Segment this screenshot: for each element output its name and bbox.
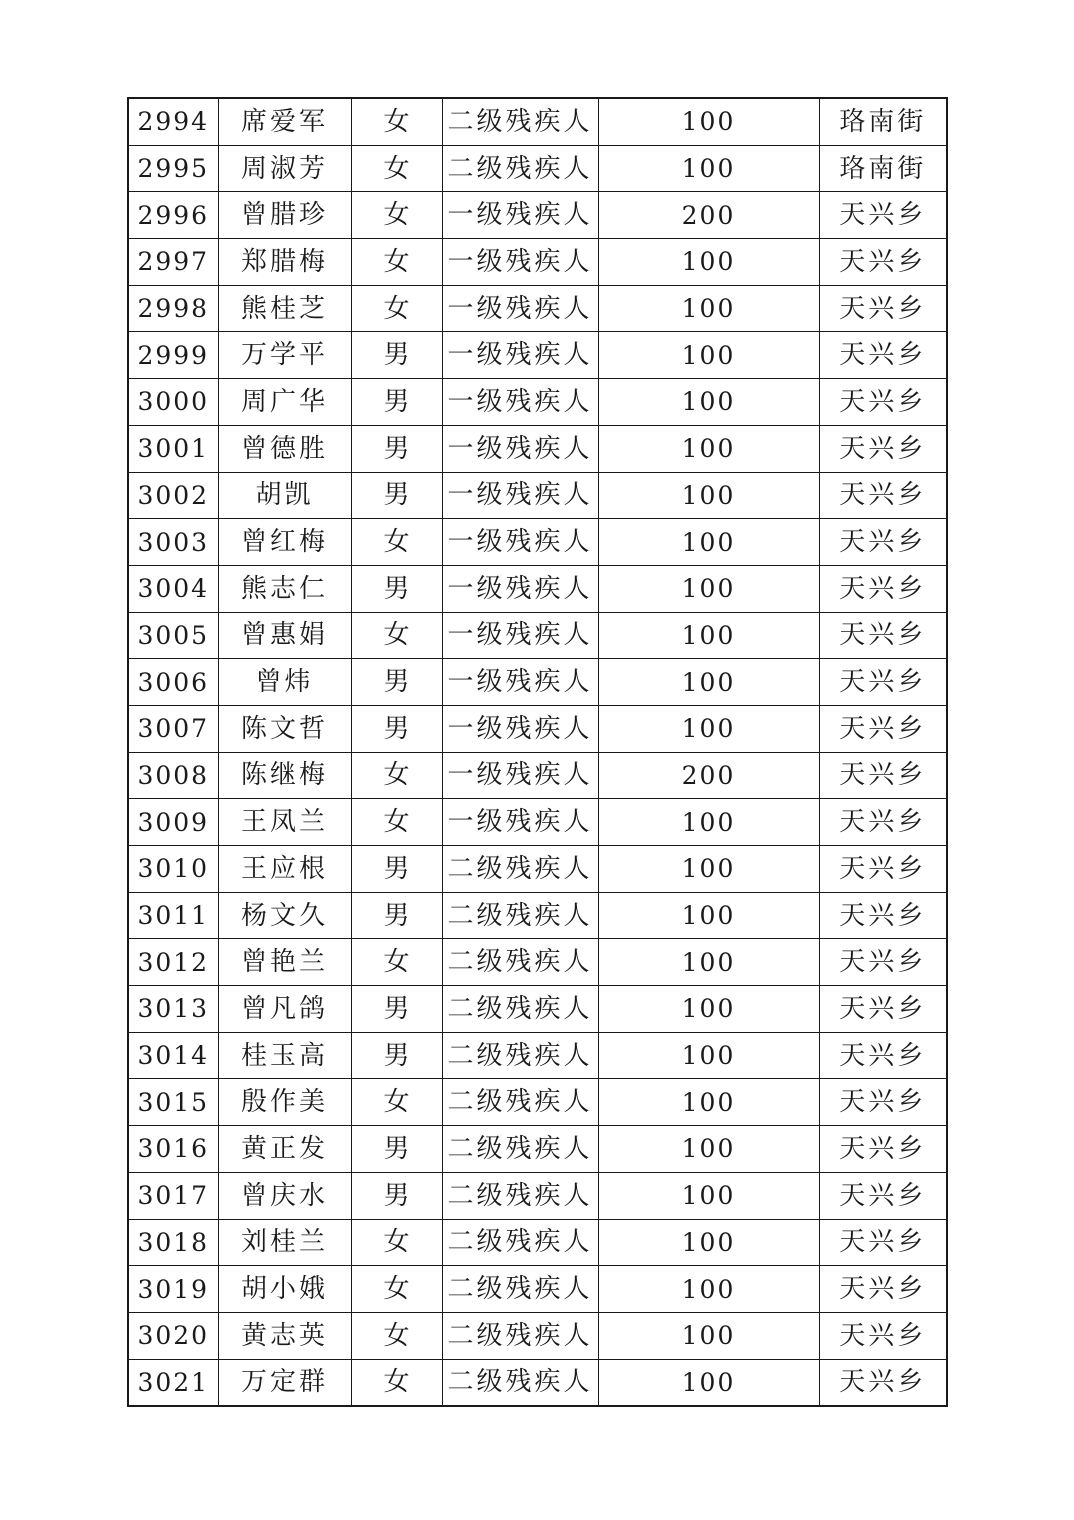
- table-row: [128, 1219, 947, 1266]
- amount-cell: 100: [598, 1126, 819, 1173]
- township-cell: 天兴乡: [819, 705, 947, 752]
- township-cell: 天兴乡: [819, 892, 947, 939]
- disability-level-cell: 二级残疾人: [442, 1126, 598, 1173]
- township-cell: 天兴乡: [819, 939, 947, 986]
- disability-level-cell: 一级残疾人: [442, 705, 598, 752]
- township-cell: 天兴乡: [819, 659, 947, 706]
- table-row: [128, 519, 947, 566]
- disability-level-cell: 二级残疾人: [442, 1079, 598, 1126]
- gender-cell: 男: [351, 659, 442, 706]
- disability-level-cell: 二级残疾人: [442, 145, 598, 192]
- serial-number-cell: 2999: [128, 332, 218, 379]
- person-name-cell: 刘桂兰: [218, 1219, 351, 1266]
- disability-level-cell: 二级残疾人: [442, 1032, 598, 1079]
- disability-level-cell: 一级残疾人: [442, 752, 598, 799]
- person-name-cell: 万定群: [218, 1359, 351, 1406]
- person-name-cell: 黄志英: [218, 1312, 351, 1359]
- disability-level-cell: 二级残疾人: [442, 1359, 598, 1406]
- serial-number-cell: 3005: [128, 612, 218, 659]
- person-name-cell: 曾惠娟: [218, 612, 351, 659]
- township-cell: 天兴乡: [819, 519, 947, 566]
- disability-level-cell: 一级残疾人: [442, 239, 598, 286]
- amount-cell: 100: [598, 519, 819, 566]
- amount-cell: 100: [598, 565, 819, 612]
- table-row: [128, 285, 947, 332]
- person-name-cell: 郑腊梅: [218, 239, 351, 286]
- table-row: [128, 705, 947, 752]
- amount-cell: 100: [598, 799, 819, 846]
- township-cell: 天兴乡: [819, 239, 947, 286]
- amount-cell: 100: [598, 332, 819, 379]
- gender-cell: 男: [351, 332, 442, 379]
- person-name-cell: 曾艳兰: [218, 939, 351, 986]
- township-cell: 天兴乡: [819, 1079, 947, 1126]
- person-name-cell: 杨文久: [218, 892, 351, 939]
- township-cell: 天兴乡: [819, 1312, 947, 1359]
- gender-cell: 男: [351, 1032, 442, 1079]
- township-cell: 天兴乡: [819, 986, 947, 1033]
- disability-level-cell: 一级残疾人: [442, 425, 598, 472]
- serial-number-cell: 3016: [128, 1126, 218, 1173]
- serial-number-cell: 3018: [128, 1219, 218, 1266]
- serial-number-cell: 3004: [128, 565, 218, 612]
- serial-number-cell: 3002: [128, 472, 218, 519]
- gender-cell: 女: [351, 239, 442, 286]
- gender-cell: 男: [351, 379, 442, 426]
- table-row: [128, 472, 947, 519]
- disability-level-cell: 一级残疾人: [442, 799, 598, 846]
- disability-level-cell: 一级残疾人: [442, 332, 598, 379]
- person-name-cell: 曾庆水: [218, 1172, 351, 1219]
- person-name-cell: 桂玉高: [218, 1032, 351, 1079]
- township-cell: 天兴乡: [819, 332, 947, 379]
- disability-level-cell: 二级残疾人: [442, 1219, 598, 1266]
- person-name-cell: 席爱军: [218, 98, 351, 145]
- amount-cell: 100: [598, 1219, 819, 1266]
- person-name-cell: 周广华: [218, 379, 351, 426]
- amount-cell: 100: [598, 1359, 819, 1406]
- amount-cell: 100: [598, 705, 819, 752]
- gender-cell: 女: [351, 285, 442, 332]
- amount-cell: 100: [598, 612, 819, 659]
- serial-number-cell: 3000: [128, 379, 218, 426]
- table-row: [128, 846, 947, 893]
- gender-cell: 女: [351, 1359, 442, 1406]
- township-cell: 天兴乡: [819, 752, 947, 799]
- serial-number-cell: 3006: [128, 659, 218, 706]
- person-name-cell: 曾凡鸽: [218, 986, 351, 1033]
- township-cell: 天兴乡: [819, 565, 947, 612]
- person-name-cell: 曾腊珍: [218, 192, 351, 239]
- serial-number-cell: 3014: [128, 1032, 218, 1079]
- table-row: [128, 98, 947, 145]
- amount-cell: 100: [598, 239, 819, 286]
- amount-cell: 100: [598, 892, 819, 939]
- table-row: [128, 332, 947, 379]
- serial-number-cell: 3009: [128, 799, 218, 846]
- person-name-cell: 陈继梅: [218, 752, 351, 799]
- serial-number-cell: 3015: [128, 1079, 218, 1126]
- serial-number-cell: 3011: [128, 892, 218, 939]
- person-name-cell: 黄正发: [218, 1126, 351, 1173]
- disability-level-cell: 二级残疾人: [442, 846, 598, 893]
- amount-cell: 100: [598, 1172, 819, 1219]
- table-row: [128, 799, 947, 846]
- amount-cell: 100: [598, 98, 819, 145]
- person-name-cell: 王凤兰: [218, 799, 351, 846]
- table-row: [128, 1172, 947, 1219]
- person-name-cell: 王应根: [218, 846, 351, 893]
- township-cell: 珞南街: [819, 98, 947, 145]
- amount-cell: 100: [598, 986, 819, 1033]
- township-cell: 天兴乡: [819, 1032, 947, 1079]
- amount-cell: 100: [598, 659, 819, 706]
- gender-cell: 女: [351, 939, 442, 986]
- gender-cell: 女: [351, 1219, 442, 1266]
- disability-level-cell: 一级残疾人: [442, 192, 598, 239]
- serial-number-cell: 3008: [128, 752, 218, 799]
- gender-cell: 男: [351, 1126, 442, 1173]
- serial-number-cell: 3012: [128, 939, 218, 986]
- amount-cell: 100: [598, 145, 819, 192]
- disability-level-cell: 一级残疾人: [442, 285, 598, 332]
- disability-level-cell: 一级残疾人: [442, 565, 598, 612]
- subsidy-roster-table: [127, 97, 948, 1407]
- gender-cell: 女: [351, 1079, 442, 1126]
- table-row: [128, 892, 947, 939]
- gender-cell: 女: [351, 1312, 442, 1359]
- gender-cell: 女: [351, 612, 442, 659]
- serial-number-cell: 2995: [128, 145, 218, 192]
- amount-cell: 200: [598, 192, 819, 239]
- person-name-cell: 熊桂芝: [218, 285, 351, 332]
- township-cell: 天兴乡: [819, 846, 947, 893]
- gender-cell: 女: [351, 1266, 442, 1313]
- serial-number-cell: 3003: [128, 519, 218, 566]
- amount-cell: 100: [598, 1032, 819, 1079]
- serial-number-cell: 3013: [128, 986, 218, 1033]
- table-row: [128, 192, 947, 239]
- gender-cell: 男: [351, 425, 442, 472]
- table-row: [128, 565, 947, 612]
- table-row: [128, 1266, 947, 1313]
- serial-number-cell: 3010: [128, 846, 218, 893]
- township-cell: 天兴乡: [819, 1359, 947, 1406]
- disability-level-cell: 一级残疾人: [442, 659, 598, 706]
- table-row: [128, 145, 947, 192]
- disability-level-cell: 二级残疾人: [442, 1266, 598, 1313]
- gender-cell: 男: [351, 1172, 442, 1219]
- person-name-cell: 曾炜: [218, 659, 351, 706]
- disability-level-cell: 二级残疾人: [442, 1172, 598, 1219]
- serial-number-cell: 2998: [128, 285, 218, 332]
- gender-cell: 女: [351, 98, 442, 145]
- disability-level-cell: 一级残疾人: [442, 379, 598, 426]
- gender-cell: 男: [351, 892, 442, 939]
- amount-cell: 200: [598, 752, 819, 799]
- serial-number-cell: 3007: [128, 705, 218, 752]
- gender-cell: 女: [351, 192, 442, 239]
- person-name-cell: 熊志仁: [218, 565, 351, 612]
- gender-cell: 女: [351, 799, 442, 846]
- township-cell: 天兴乡: [819, 472, 947, 519]
- amount-cell: 100: [598, 285, 819, 332]
- gender-cell: 女: [351, 145, 442, 192]
- township-cell: 天兴乡: [819, 612, 947, 659]
- table-row: [128, 239, 947, 286]
- township-cell: 天兴乡: [819, 1126, 947, 1173]
- table-row: [128, 659, 947, 706]
- township-cell: 天兴乡: [819, 379, 947, 426]
- person-name-cell: 胡凯: [218, 472, 351, 519]
- township-cell: 天兴乡: [819, 799, 947, 846]
- gender-cell: 男: [351, 472, 442, 519]
- gender-cell: 男: [351, 846, 442, 893]
- disability-level-cell: 二级残疾人: [442, 1312, 598, 1359]
- amount-cell: 100: [598, 425, 819, 472]
- disability-level-cell: 二级残疾人: [442, 892, 598, 939]
- amount-cell: 100: [598, 472, 819, 519]
- township-cell: 天兴乡: [819, 285, 947, 332]
- disability-level-cell: 一级残疾人: [442, 519, 598, 566]
- disability-level-cell: 二级残疾人: [442, 98, 598, 145]
- table-row: [128, 1032, 947, 1079]
- township-cell: 天兴乡: [819, 1219, 947, 1266]
- gender-cell: 女: [351, 519, 442, 566]
- person-name-cell: 殷作美: [218, 1079, 351, 1126]
- serial-number-cell: 3017: [128, 1172, 218, 1219]
- table-row: [128, 1312, 947, 1359]
- person-name-cell: 胡小娥: [218, 1266, 351, 1313]
- disability-level-cell: 一级残疾人: [442, 612, 598, 659]
- disability-level-cell: 一级残疾人: [442, 472, 598, 519]
- person-name-cell: 曾德胜: [218, 425, 351, 472]
- township-cell: 珞南街: [819, 145, 947, 192]
- disability-level-cell: 二级残疾人: [442, 939, 598, 986]
- gender-cell: 女: [351, 752, 442, 799]
- gender-cell: 男: [351, 705, 442, 752]
- table-row: [128, 986, 947, 1033]
- table-body: [128, 98, 947, 1406]
- person-name-cell: 万学平: [218, 332, 351, 379]
- disability-level-cell: 二级残疾人: [442, 986, 598, 1033]
- amount-cell: 100: [598, 1079, 819, 1126]
- person-name-cell: 周淑芳: [218, 145, 351, 192]
- serial-number-cell: 2994: [128, 98, 218, 145]
- person-name-cell: 曾红梅: [218, 519, 351, 566]
- township-cell: 天兴乡: [819, 192, 947, 239]
- serial-number-cell: 3001: [128, 425, 218, 472]
- township-cell: 天兴乡: [819, 1266, 947, 1313]
- gender-cell: 男: [351, 565, 442, 612]
- table-row: [128, 425, 947, 472]
- table-row: [128, 379, 947, 426]
- person-name-cell: 陈文哲: [218, 705, 351, 752]
- serial-number-cell: 3020: [128, 1312, 218, 1359]
- amount-cell: 100: [598, 939, 819, 986]
- table-row: [128, 1126, 947, 1173]
- amount-cell: 100: [598, 1312, 819, 1359]
- amount-cell: 100: [598, 379, 819, 426]
- amount-cell: 100: [598, 1266, 819, 1313]
- table-row: [128, 752, 947, 799]
- table-row: [128, 1079, 947, 1126]
- serial-number-cell: 3021: [128, 1359, 218, 1406]
- amount-cell: 100: [598, 846, 819, 893]
- serial-number-cell: 3019: [128, 1266, 218, 1313]
- township-cell: 天兴乡: [819, 1172, 947, 1219]
- township-cell: 天兴乡: [819, 425, 947, 472]
- table-row: [128, 1359, 947, 1406]
- serial-number-cell: 2997: [128, 239, 218, 286]
- gender-cell: 男: [351, 986, 442, 1033]
- serial-number-cell: 2996: [128, 192, 218, 239]
- table-row: [128, 612, 947, 659]
- table-row: [128, 939, 947, 986]
